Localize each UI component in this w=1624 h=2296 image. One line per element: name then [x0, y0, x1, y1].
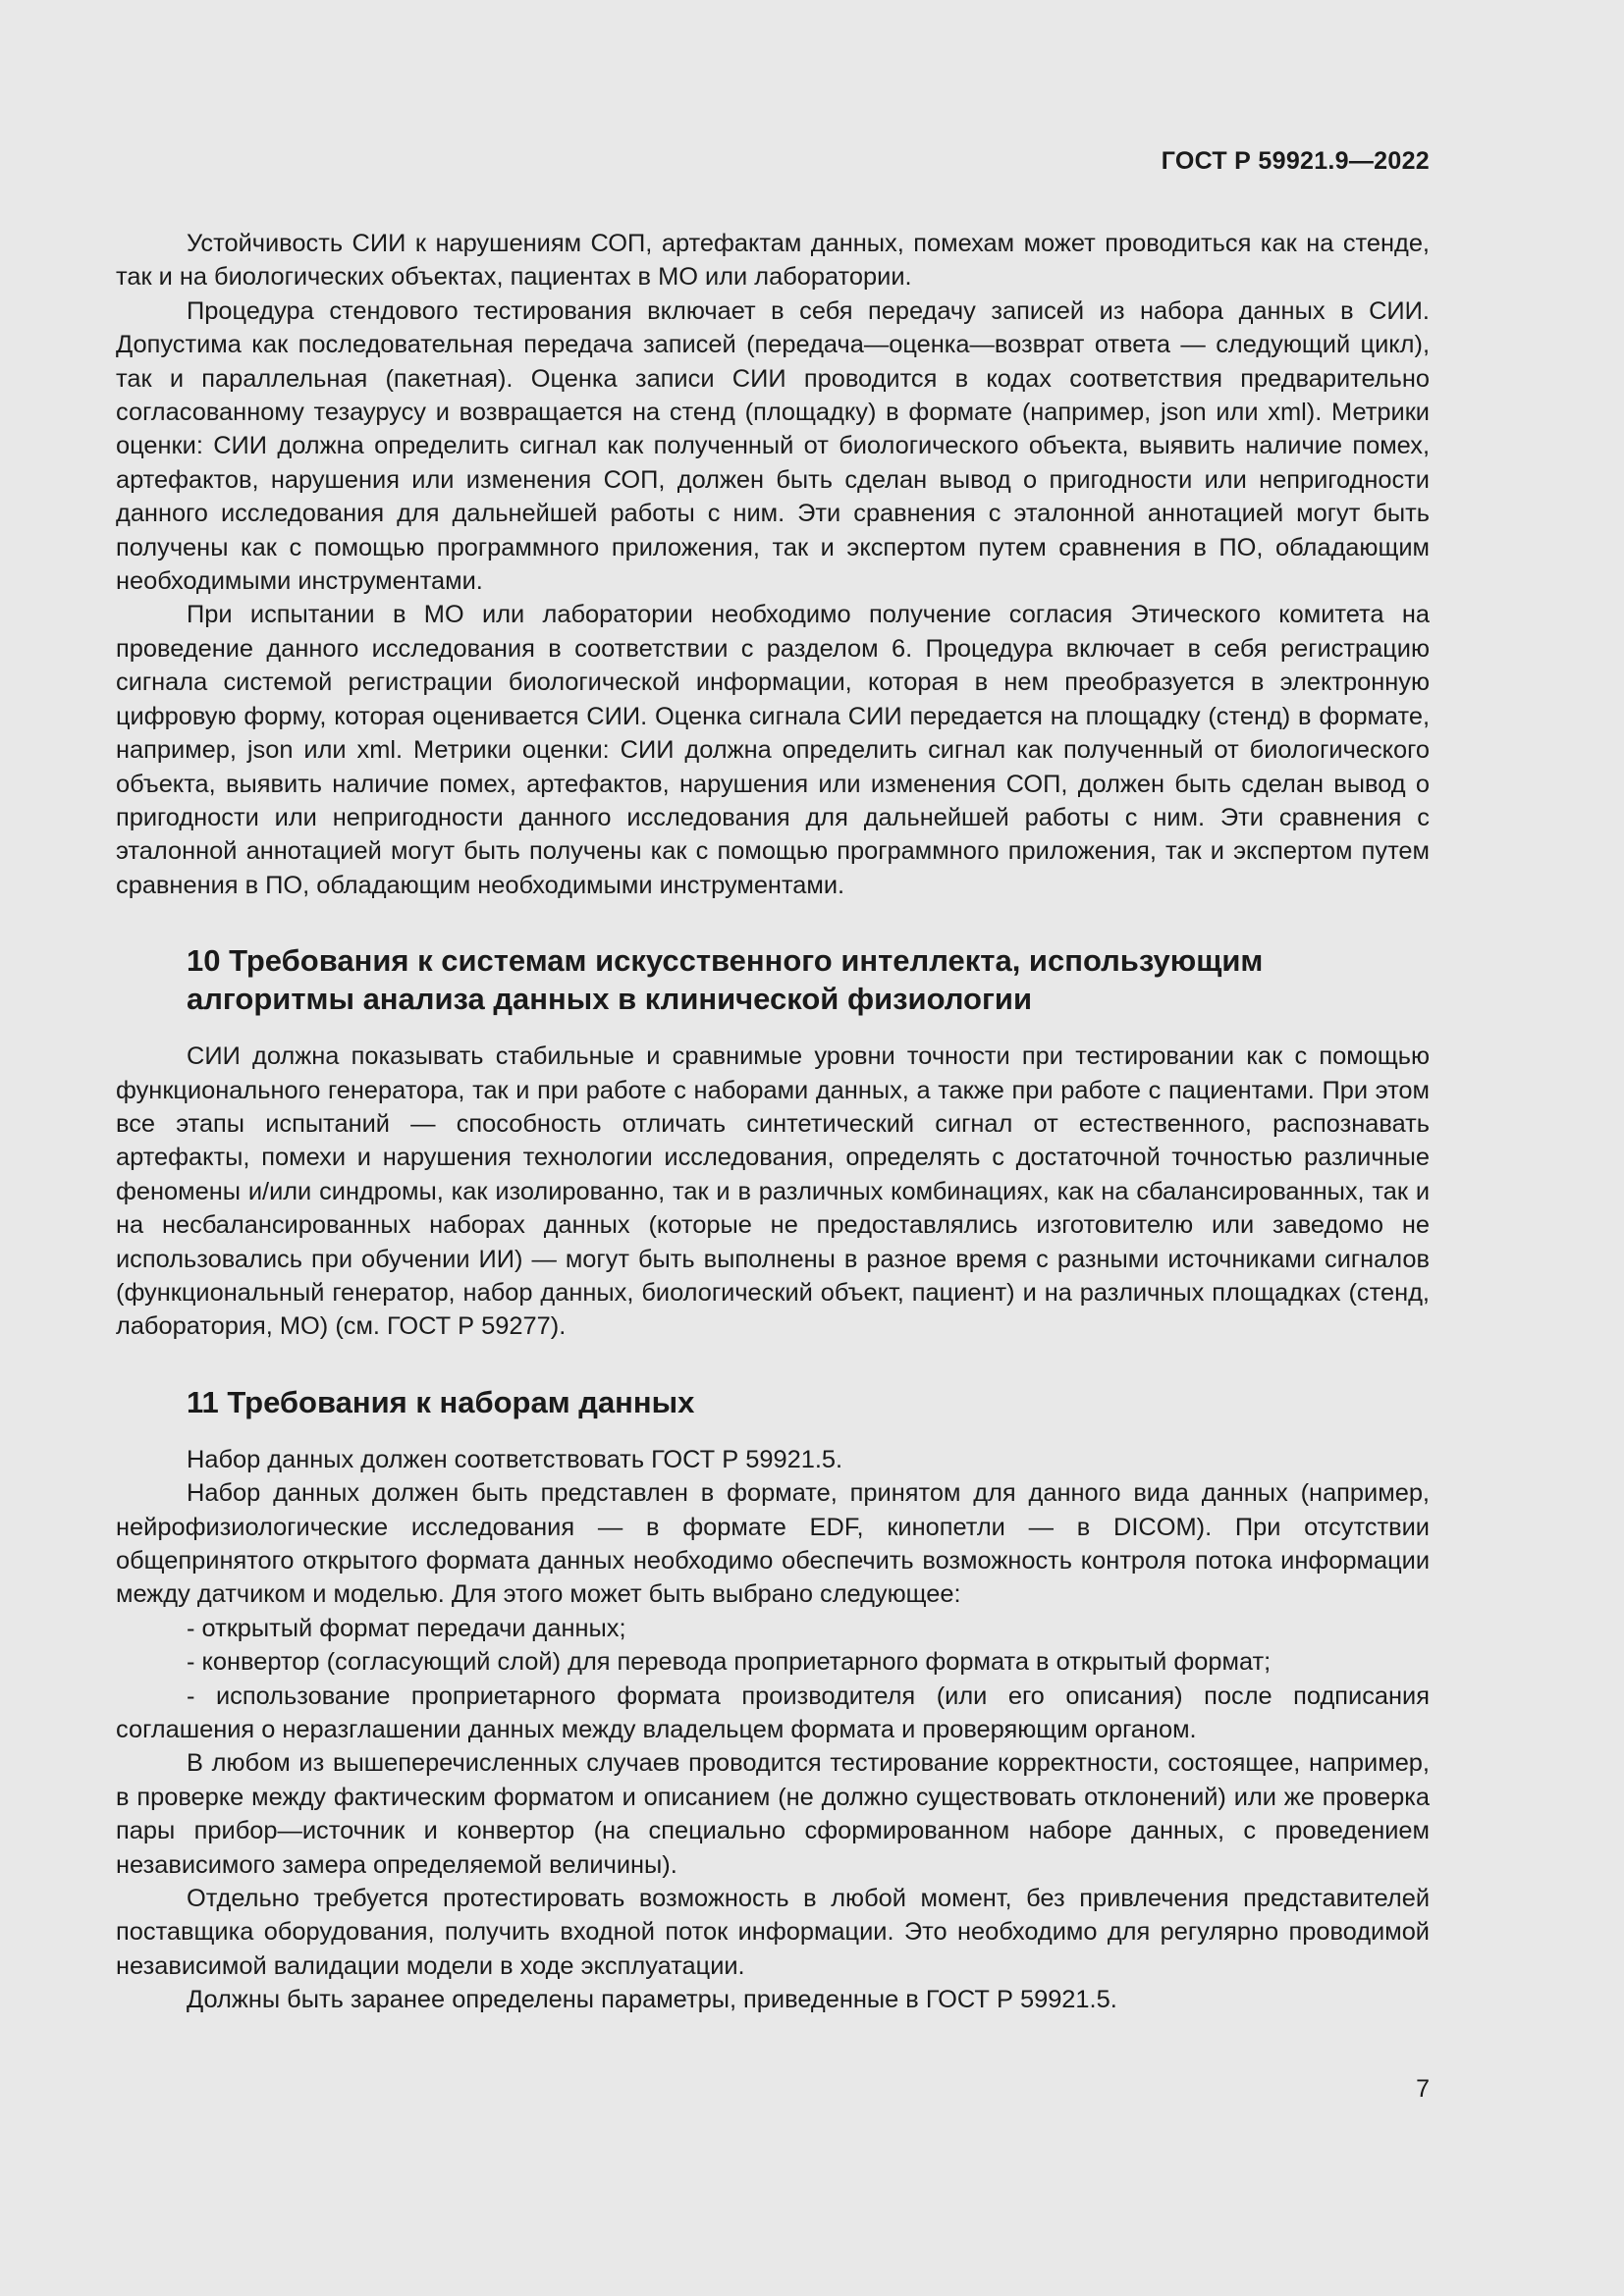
paragraph: СИИ должна показывать стабильные и сравнимые уровни точности при тестировании как с помощью функционального генератора, так и при работе с наборами данных, а также при работе с пациентами. При этом все этапы испытаний — способность отличать синтетический сигнал от естественного, распознавать артефакты, помехи и нарушения технологии исследования, определять с достаточной точностью различные феномены и/или синдромы, как изолированно, так и в различных комбинациях, как на сбалансированных, так и на несбалансированных наборах данных (которые не предоставлялись изготовителю или заведомо не использовались при обучении ИИ) — могут быть выполнены в разное время с разными источниками сигналов (функциональный генератор, набор данных, биологический объект, пациент) и на различных площадках (стенд, лаборатория, МО) (см. ГОСТ Р 59277).	[116, 1042, 1430, 1341]
intro-block	[116, 227, 1430, 902]
list-item: - использование проприетарного формата производителя (или его описания) после подписания соглашения о неразглашении данных между владельцем формата и проверяющим органом.	[116, 1682, 1430, 1744]
page-number: 7	[1416, 2075, 1430, 2103]
section-heading: 11 Требования к наборам данных	[187, 1384, 695, 1419]
section-heading	[116, 941, 1430, 1018]
paragraph: Должны быть заранее определены параметры, приведенные в ГОСТ Р 59921.5.	[187, 1986, 1117, 2014]
section-heading-line: алгоритмы анализа данных в клинической физиологии	[187, 982, 1033, 1017]
paragraph: Процедура стендового тестирования включает в себя передачу записей из набора данных в СИИ. Допустима как последовательная передача записей (передача—оценка—возврат ответа — следующий цикл), так и параллельная (пакетная). Оценка записи СИИ проводится в кодах соответствия предварительно согласованному тезаурусу и возвращается на стенд (площадку) в формате (например, json или xml). Метрики оценки: СИИ должна определить сигнал как полученный от биологического объекта, выявить наличие помех, артефактов, нарушения или изменения СОП, должен быть сделан вывод о пригодности или непригодности данного исследования для дальнейшей работы с ним. Эти сравнения с эталонной аннотацией могут быть получены как с помощью программного приложения, так и экспертом путем сравнения в ПО, обладающим необходимыми инструментами.	[116, 296, 1430, 596]
paragraph: Отдельно требуется протестировать возможность в любой момент, без привлечения представителей поставщика оборудования, получить входной поток информации. Это необходимо для регулярно проводимой независимой валидации модели в ходе эксплуатации.	[116, 1885, 1430, 1980]
section-heading-line: 10 Требования к системам искусственного интеллекта, использующим	[187, 943, 1264, 979]
paragraph: Набор данных должен быть представлен в формате, принятом для данного вида данных (например, нейрофизиологические исследования — в формате EDF, кинопетли — в DICOM). При отсутствии общепринятого открытого формата данных необходимо обеспечить возможность контроля потока информации между датчиком и моделью. Для этого может быть выбрано следующее:	[116, 1479, 1430, 1609]
paragraph: При испытании в МО или лаборатории необходимо получение согласия Этического комитета на проведение данного исследования в соответствии с разделом 6. Процедура включает в себя регистрацию сигнала системой регистрации биологической информации, которая в нем преобразуется в электронную цифровую форму, которая оценивается СИИ. Оценка сигнала СИИ передается на площадку (стенд) в формате, например, json или xml. Метрики оценки: СИИ должна определить сигнал как полученный от биологического объекта, выявить наличие помех, артефактов, нарушения или изменения СОП, должен быть сделан вывод о пригодности или непригодности данного исследования для дальнейшей работы с ним. Эти сравнения с эталонной аннотацией могут быть получены как с помощью программного приложения, так и экспертом путем сравнения в ПО, обладающим необходимыми инструментами.	[116, 601, 1430, 899]
section-10	[116, 941, 1430, 1344]
section-body	[116, 1040, 1430, 1344]
paragraph: В любом из вышеперечисленных случаев проводится тестирование корректности, состоящее, например, в проверке между фактическим форматом и описанием (не должно существовать отклонений) или же проверка пары прибор—источник и конвертор (на специально сформированном наборе данных, с проведением независимого замера определяемой величины).	[116, 1749, 1430, 1879]
list-item: - открытый формат передачи данных;	[187, 1614, 626, 1642]
list-item: - конвертор (согласующий слой) для перевода проприетарного формата в открытый формат;	[187, 1648, 1272, 1677]
section-body	[116, 1443, 1430, 2017]
paragraph: Набор данных должен соответствовать ГОСТ Р 59921.5.	[187, 1445, 843, 1473]
paragraph: Устойчивость СИИ к нарушениям СОП, артефактам данных, помехам может проводиться как на стенде, так и на биологических объектах, пациентах в МО или лаборатории.	[116, 230, 1430, 292]
standard-code-header: ГОСТ Р 59921.9—2022	[1161, 147, 1430, 175]
section-11	[116, 1383, 1430, 2017]
